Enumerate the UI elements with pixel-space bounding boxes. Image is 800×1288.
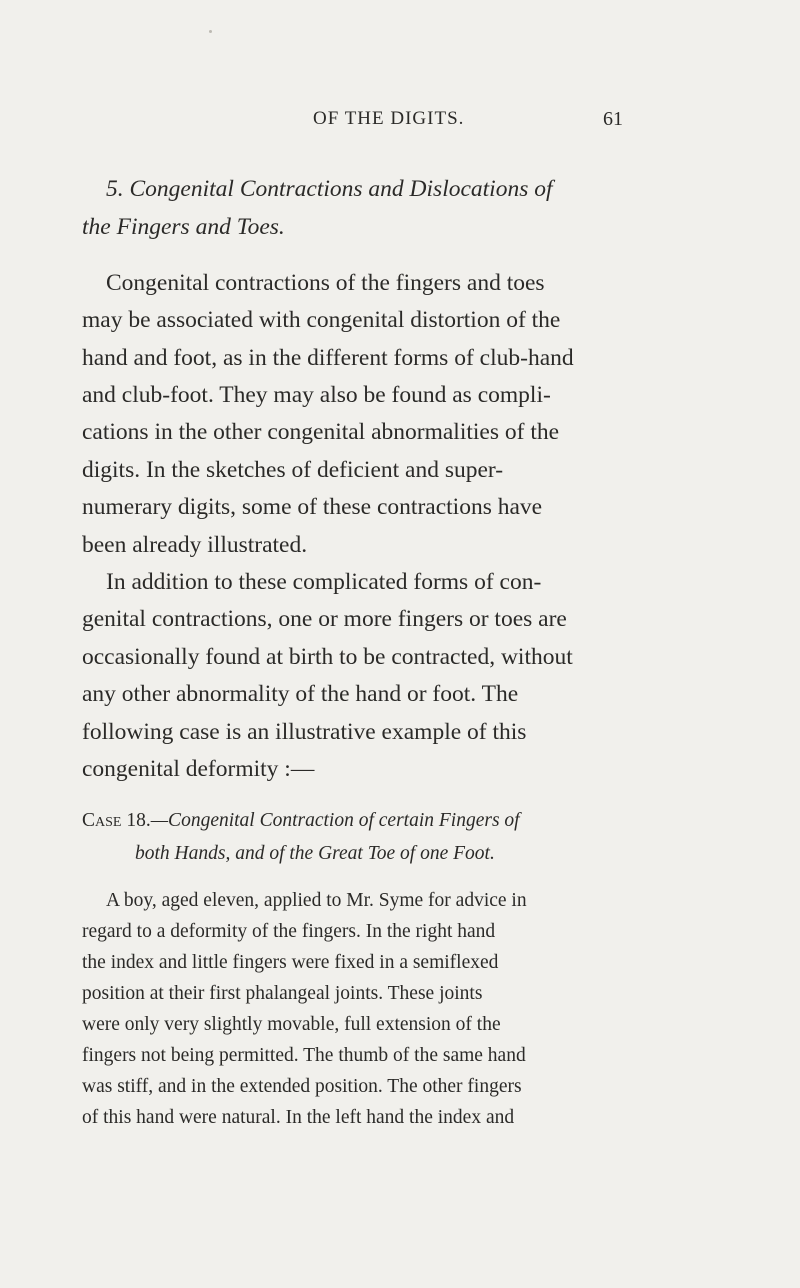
page-number: 61 [603, 108, 623, 130]
body-line: occasionally found at birth to be contracted, without [82, 644, 573, 670]
body-line: Congenital contractions of the fingers and toes [106, 270, 545, 296]
body-line: may be associated with congenital distortion of the [82, 307, 561, 333]
body-line: and club-foot. They may also be found as compli- [82, 382, 551, 408]
body-line: In addition to these complicated forms of con- [106, 569, 542, 595]
case-title-line: both Hands, and of the Great Toe of one Foot. [135, 843, 495, 864]
body-line: cations in the other congenital abnormalities of the [82, 419, 560, 445]
page-speck [209, 30, 212, 33]
body-line: digits. In the sketches of deficient and super- [82, 457, 504, 483]
case-body-line: regard to a deformity of the fingers. In the right hand [82, 921, 496, 942]
section-heading-line: 5. Congenital Contractions and Dislocations of [106, 176, 553, 202]
case-title: —Congenital Contraction of certain Fingers of [150, 810, 520, 831]
case-label: Case 18. [82, 810, 151, 831]
body-line: been already illustrated. [82, 532, 308, 558]
case-heading-line [82, 810, 520, 832]
case-body-line: the index and little fingers were fixed in a semiflexed [82, 952, 499, 973]
case-body-line: was stiff, and in the extended position. The other fingers [82, 1076, 522, 1097]
body-line: following case is an illustrative example of this [82, 719, 527, 745]
case-body-line: of this hand were natural. In the left hand the index and [82, 1107, 515, 1128]
body-line: hand and foot, as in the different forms of club-hand [82, 345, 574, 371]
section-heading-line: the Fingers and Toes. [82, 214, 285, 240]
case-body-line: fingers not being permitted. The thumb of the same hand [82, 1045, 526, 1066]
body-line: congenital deformity :— [82, 756, 315, 782]
body-line: genital contractions, one or more fingers or toes are [82, 606, 567, 632]
running-head: OF THE DIGITS. [313, 108, 465, 129]
page-header [0, 108, 800, 144]
case-body-line: were only very slightly movable, full extension of the [82, 1014, 501, 1035]
case-body-line: A boy, aged eleven, applied to Mr. Syme for advice in [106, 890, 527, 911]
case-body-line: position at their first phalangeal joints. These joints [82, 983, 483, 1004]
body-line: numerary digits, some of these contractions have [82, 494, 543, 520]
body-line: any other abnormality of the hand or foot. The [82, 681, 519, 707]
